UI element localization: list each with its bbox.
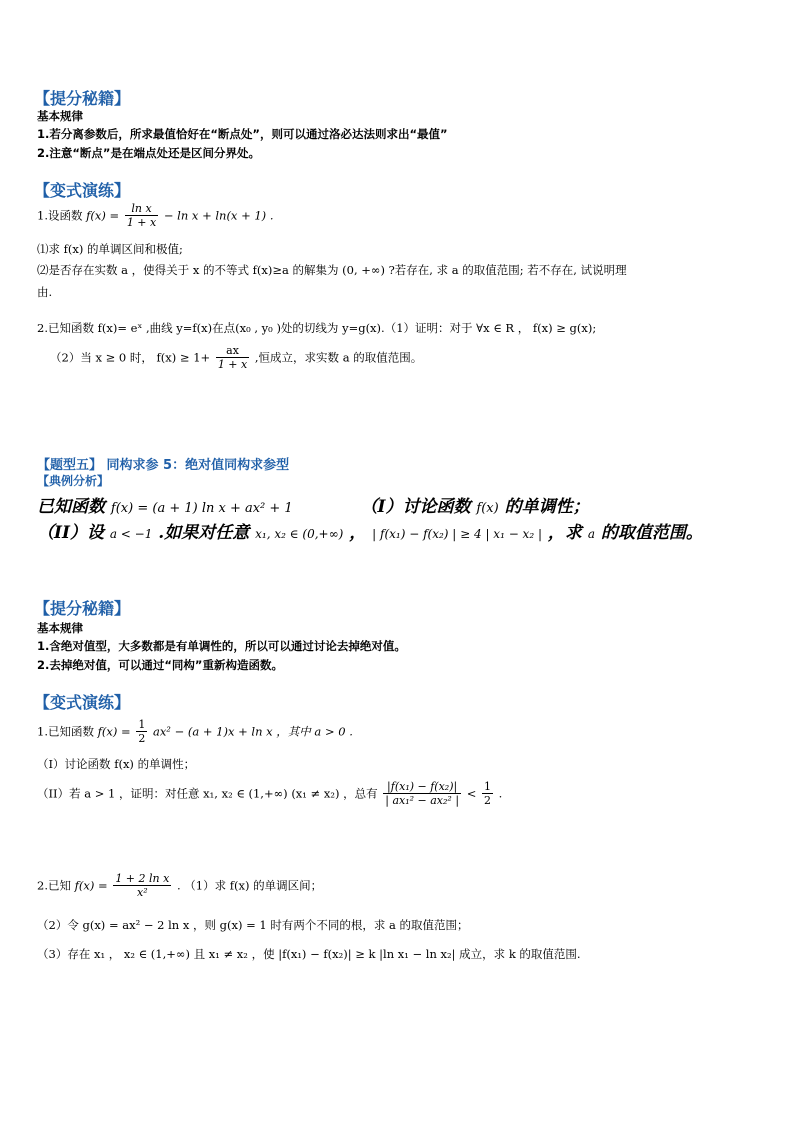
ex2-text-c: ， xyxy=(349,523,367,543)
practice-2-q1-part-1: （I）讨论函数 f(x) 的单调性； xyxy=(37,757,196,771)
ex-function: f(x) = (a + 1) ln x + ax² + 1 xyxy=(110,501,293,516)
fraction xyxy=(482,780,493,807)
fraction xyxy=(216,344,249,371)
ex-fx: f(x) xyxy=(476,501,499,516)
fraction-numerator: 1 xyxy=(483,780,491,793)
fraction-numerator: 1 + 2 ln x xyxy=(115,872,170,885)
fraction-numerator: 1 xyxy=(138,718,146,731)
ex-text-c: 的单调性； xyxy=(504,497,590,517)
fraction-denominator: | ax₁² − ax₂² | xyxy=(385,794,460,807)
practice-1-q1-part-1: ⑴求 f(x) 的单调区间和极值; xyxy=(37,242,183,256)
p2q1-tail: ax² − (a + 1)x + ln x ，其中 a > 0 . xyxy=(152,724,353,739)
fraction xyxy=(383,780,461,807)
fraction-denominator: x² xyxy=(137,886,148,899)
p2q1-part2-lt: < xyxy=(466,786,477,801)
ex2-text-b: .如果对任意 xyxy=(158,523,250,543)
p2q1-part2-prefix: （II）若 a > 1 ，证明：对任意 x₁, x₂ ∈ (1,+∞) (x₁ ≠ x₂) ，总有 xyxy=(37,786,378,801)
fraction xyxy=(125,202,158,229)
rule-1-item-2: 2.注意“断点”是在端点处还是区间分界处。 xyxy=(37,146,260,160)
rule-1-item-1: 1.若分离参数后，所求最值恰好在“断点处”，则可以通过洛必达法则求出“最值” xyxy=(37,127,448,141)
ex2-domain: x₁, x₂ ∈ (0,+∞) xyxy=(255,527,344,541)
p2q2-lhs: f(x) = xyxy=(74,878,108,893)
example-line-2 xyxy=(37,518,703,543)
fraction xyxy=(113,872,171,899)
rule-label-1: 基本规律 xyxy=(37,109,83,123)
practice-2-q1-part-2 xyxy=(37,780,502,807)
example-header: 【典例分析】 xyxy=(37,474,110,488)
fraction-numerator: ax xyxy=(216,344,249,358)
fraction-numerator: |f(x₁) − f(x₂)| xyxy=(383,780,461,794)
p2q1-lhs: f(x) = xyxy=(97,724,131,739)
practice-1-q1-part-2-cont: 由. xyxy=(37,285,53,299)
practice-1-question-1 xyxy=(37,202,273,229)
practice-header-1: 【变式演练】 xyxy=(34,181,131,200)
p2q1-part2-end: . xyxy=(498,786,503,801)
tips-header-2: 【提分秘籍】 xyxy=(34,599,131,618)
rule-2-item-1: 1.含绝对值型，大多数都是有单调性的，所以可以通过讨论去掉绝对值。 xyxy=(37,639,406,653)
ex-text-a: 已知函数 xyxy=(37,497,105,517)
function-lhs: f(x) = xyxy=(86,208,120,223)
fraction-denominator: 2 xyxy=(483,794,491,807)
p2q2-prefix: 2.已知 xyxy=(37,878,71,893)
ex2-condition: a < −1 xyxy=(109,527,153,541)
ex2-inequality: | f(x₁) − f(x₂) | ≥ 4 | x₁ − x₂ | xyxy=(372,527,542,541)
example-line-1 xyxy=(37,492,590,517)
practice-2-question-1 xyxy=(37,718,353,745)
ex2-text-a: （II）设 xyxy=(37,523,104,543)
function-tail: − ln x + ln(x + 1) . xyxy=(163,208,274,223)
practice-1-q2-part-2 xyxy=(50,344,422,371)
fraction-numerator: ln x xyxy=(125,202,158,216)
q2-part2-prefix: （2）当 x ≥ 0 时， f(x) ≥ 1+ xyxy=(50,350,211,365)
practice-2-q2-part-2: （2）令 g(x) = ax² − 2 ln x ，则 g(x) = 1 时有两个不同的根，求 a 的取值范围； xyxy=(37,918,469,932)
type-five-header: 【题型五】 同构求参 5：绝对值同构求参型 xyxy=(37,458,290,473)
ex2-text-e: 的取值范围。 xyxy=(600,523,703,543)
ex-text-b: （I）讨论函数 xyxy=(360,497,471,517)
p2q2-tail: . （1）求 f(x) 的单调区间； xyxy=(176,878,323,893)
practice-1-question-2: 2.已知函数 f(x)= eˣ ,曲线 y=f(x)在点(x₀ , y₀ )处的切线为 y=g(x).（1）证明：对于 ∀x ∈ R ， f(x) ≥ g(x); xyxy=(37,321,597,335)
p2q1-prefix: 1.已知函数 xyxy=(37,724,94,739)
ex2-text-d: ，求 xyxy=(547,523,582,543)
q-prefix: 1.设函数 xyxy=(37,208,83,223)
tips-header-1: 【提分秘籍】 xyxy=(34,89,131,108)
fraction xyxy=(136,718,147,745)
practice-1-q1-part-2: ⑵是否存在实数 a ，使得关于 x 的不等式 f(x)≥a 的解集为 (0, +∞) ?若存在, 求 a 的取值范围; 若不存在, 试说明理 xyxy=(37,263,627,277)
fraction-denominator: 1 + x xyxy=(217,358,248,371)
practice-2-question-2 xyxy=(37,872,322,899)
rule-label-2: 基本规律 xyxy=(37,621,83,635)
practice-header-2: 【变式演练】 xyxy=(34,693,131,712)
fraction-denominator: 2 xyxy=(138,732,146,745)
fraction-denominator: 1 + x xyxy=(126,216,157,229)
rule-2-item-2: 2.去掉绝对值，可以通过“同构”重新构造函数。 xyxy=(37,658,283,672)
practice-2-q2-part-3: （3）存在 x₁ ， x₂ ∈ (1,+∞) 且 x₁ ≠ x₂ ，使 |f(x₁) − f(x₂)| ≥ k |ln x₁ − ln x₂| 成立，求 k 的取值范围. xyxy=(37,947,581,961)
ex2-param: a xyxy=(587,527,595,541)
q2-part2-tail: ,恒成立，求实数 a 的取值范围。 xyxy=(254,350,423,365)
